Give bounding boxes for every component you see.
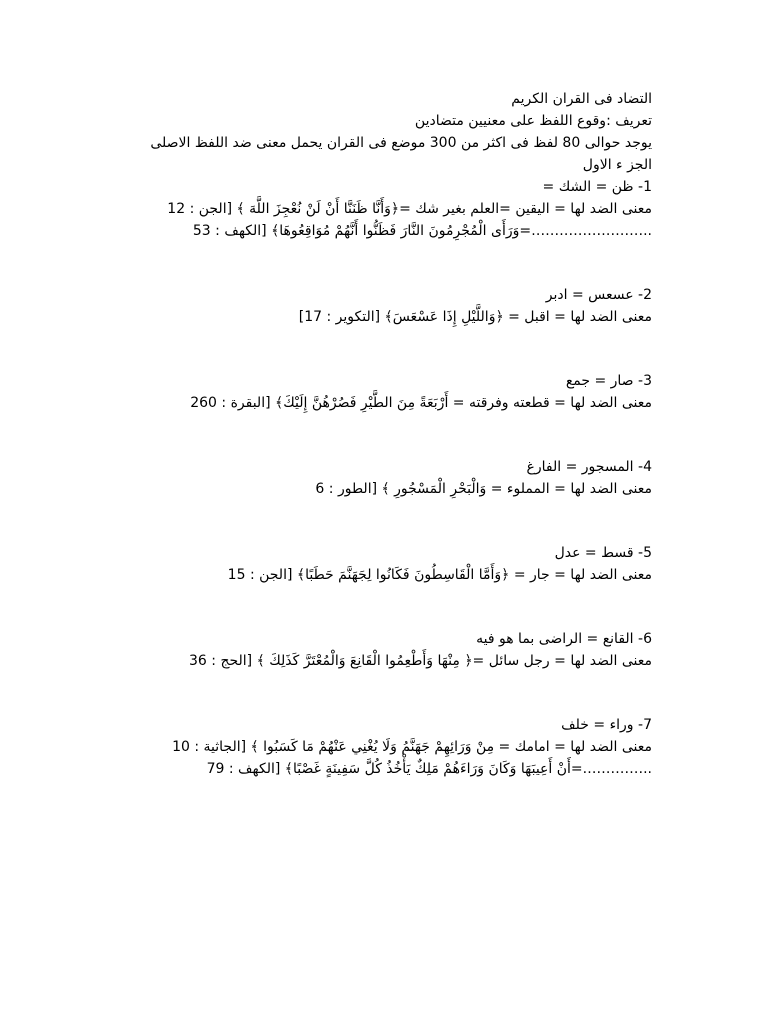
entry-heading-7: 7- وراء = خلف [561,717,652,733]
entry-heading-1: 1- ظن = الشك = [542,179,652,195]
spacer [150,414,652,456]
entry-1-line-2: ..……………………=وَرَأَى الْمُجْرِمُونَ النَّارَ فَظَنُّوا أَنَّهُمْ مُوَاقِعُوهَا﴾ [الكهف : 53 [192,223,652,239]
entry-4-line-1: معنى الضد لها = المملوء = وَالْبَحْرِ الْمَسْجُورِ ﴾ [الطور : 6 [315,481,652,497]
entry-3-line-1: معنى الضد لها = قطعته وفرقته = أَرْبَعَةً مِنَ الطَّيْرِ فَصُرْهُنَّ إِلَيْكَ﴾ [البقرة : 260 [190,395,652,411]
spacer [150,672,652,714]
document-title: التضاد فى القران الكريم [511,91,652,107]
spacer [150,586,652,628]
entry-7-line-2: ..………….=أَنْ أَعِيبَهَا وَكَانَ وَرَاءَهُمْ مَلِكٌ يَأْخُذُ كُلَّ سَفِينَةٍ غَصْبًا﴾ [الكهف : 79 [206,761,652,777]
spacer [150,242,652,284]
spacer [150,328,652,370]
entry-5-line-1: معنى الضد لها = جار = ﴿وَأَمَّا الْقَاسِطُونَ فَكَانُوا لِجَهَنَّمَ حَطَبًا﴾ [الجن : 15 [227,567,652,583]
entry-heading-6: 6- القانع = الراضى بما هو فيه [476,631,652,647]
spacer [150,500,652,542]
part-label: الجز ء الاول [582,157,652,173]
entry-heading-3: 3- صار = جمع [565,373,652,389]
entry-1-line-1: معنى الضد لها = اليقين =العلم بغير شك =﴿وَأَنَّا ظَنَنَّا أَنْ لَنْ نُعْجِزَ اللَّهَ ﴾ [الجن : 12 [167,201,652,217]
entry-heading-4: 4- المسجور = الفارغ [526,459,652,475]
entry-heading-2: 2- عسعس = ادبر [545,287,652,303]
entry-heading-5: 5- قسط = عدل [554,545,652,561]
document-page [150,88,652,780]
definition-line: تعريف :وقوع اللفظ على معنيين متضادين [414,113,652,129]
intro-line: يوجد حوالى 80 لفظ فى اكثر من 300 موضع فى القران يحمل معنى ضد اللفظ الاصلى [150,135,652,151]
entry-6-line-1: معنى الضد لها = رجل سائل =﴿ مِنْهَا وَأَطْعِمُوا الْقَانِعَ وَالْمُعْتَرَّ كَذَلِكَ ﴾ [الحج : 36 [189,653,652,669]
entry-7-line-1: معنى الضد لها = امامك = مِنْ وَرَائِهِمْ جَهَنَّمُ وَلَا يُغْنِي عَنْهُمْ مَا كَسَبُوا ﴾ [الجاثية : 10 [172,739,652,755]
entry-2-line-1: معنى الضد لها = اقبل = ﴿وَاللَّيْلِ إِذَا عَسْعَسَ﴾ [التكوير : 17] [298,309,652,325]
